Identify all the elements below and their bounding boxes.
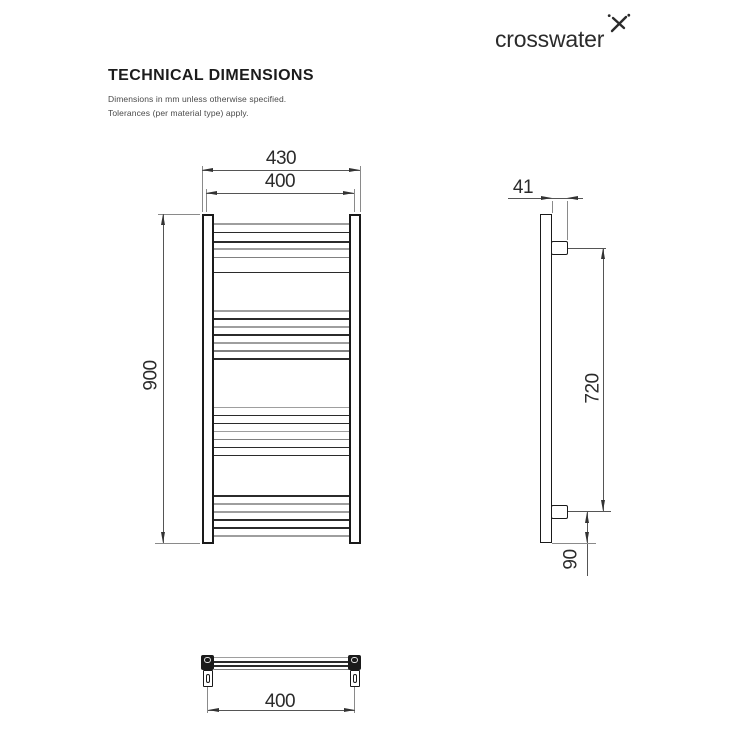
drawing-line [214,535,349,537]
drawing-line [214,257,349,259]
drawing-line [552,201,553,213]
drawing-line [214,350,349,352]
tube-bore-icon [351,657,358,664]
drawing-line [206,193,354,194]
dimension-arrow-icon [601,500,605,511]
drawing-line [354,189,355,212]
drawing-line [214,334,349,336]
drawing-line [214,248,349,250]
drawing-rect [202,214,214,544]
dim-front-overall-width: 430 [265,148,297,169]
drawing-line [214,431,349,433]
drawing-line [214,423,349,425]
dimension-arrow-icon [208,708,219,712]
drawing-rect [551,241,568,256]
drawing-rect [349,214,361,544]
note-units: Dimensions in mm unless otherwise specified. [108,94,287,104]
drawing-line [360,166,361,212]
page-title: TECHNICAL DIMENSIONS [108,67,314,84]
drawing-line [214,503,349,505]
drawing-rect [540,214,552,543]
drawing-line [214,657,349,658]
drawing-line [214,310,349,312]
drawing-line [214,272,349,274]
drawing-line [214,415,349,417]
drawing-line [567,201,568,240]
drawing-line [155,543,200,544]
drawing-line [214,241,349,243]
crosswater-logo [495,26,604,53]
drawing-line [214,232,349,234]
drawing-line [214,455,349,457]
note-tolerances: Tolerances (per material type) apply. [108,108,249,118]
drawing-line [214,665,349,667]
drawing-line [214,669,349,670]
dimension-arrow-icon [585,512,589,523]
drawing-line [214,326,349,328]
drawing-line [214,358,349,360]
drawing-line [214,447,349,449]
drawing-line [214,407,349,409]
tube-bore-icon [204,657,211,664]
crosswater-logo-text: crosswater [495,26,605,52]
dimension-arrow-icon [202,168,213,172]
drawing-line [163,214,164,543]
drawing-rect [353,674,358,684]
drawing-line [214,223,349,225]
drawing-line [214,519,349,521]
drawing-rect [551,505,568,520]
drawing-rect [206,674,211,684]
dimension-arrow-icon [206,191,217,195]
dim-bottom-fixing-centres: 400 [264,691,296,712]
drawing-line [214,527,349,529]
drawing-line [214,439,349,441]
dim-side-bottom-offset: 90 [560,549,582,570]
crosswater-x-icon [606,13,632,35]
dimension-arrow-icon [343,191,354,195]
dimension-arrow-icon [161,214,165,225]
drawing-line [214,511,349,513]
dimension-arrow-icon [567,196,578,200]
drawing-line [214,342,349,344]
dimension-arrow-icon [349,168,360,172]
dimension-arrow-icon [601,248,605,259]
dim-front-centres-width: 400 [264,171,296,192]
drawing-line [214,495,349,497]
drawing-line [214,661,349,663]
drawing-line [214,318,349,320]
dim-front-height: 900 [140,360,162,391]
drawing-line [202,166,203,212]
dim-side-fixing-centres: 720 [582,373,604,404]
dimension-arrow-icon [161,532,165,543]
dimension-arrow-icon [585,532,589,543]
dimension-arrow-icon [344,708,355,712]
dim-side-projection: 41 [512,177,534,198]
